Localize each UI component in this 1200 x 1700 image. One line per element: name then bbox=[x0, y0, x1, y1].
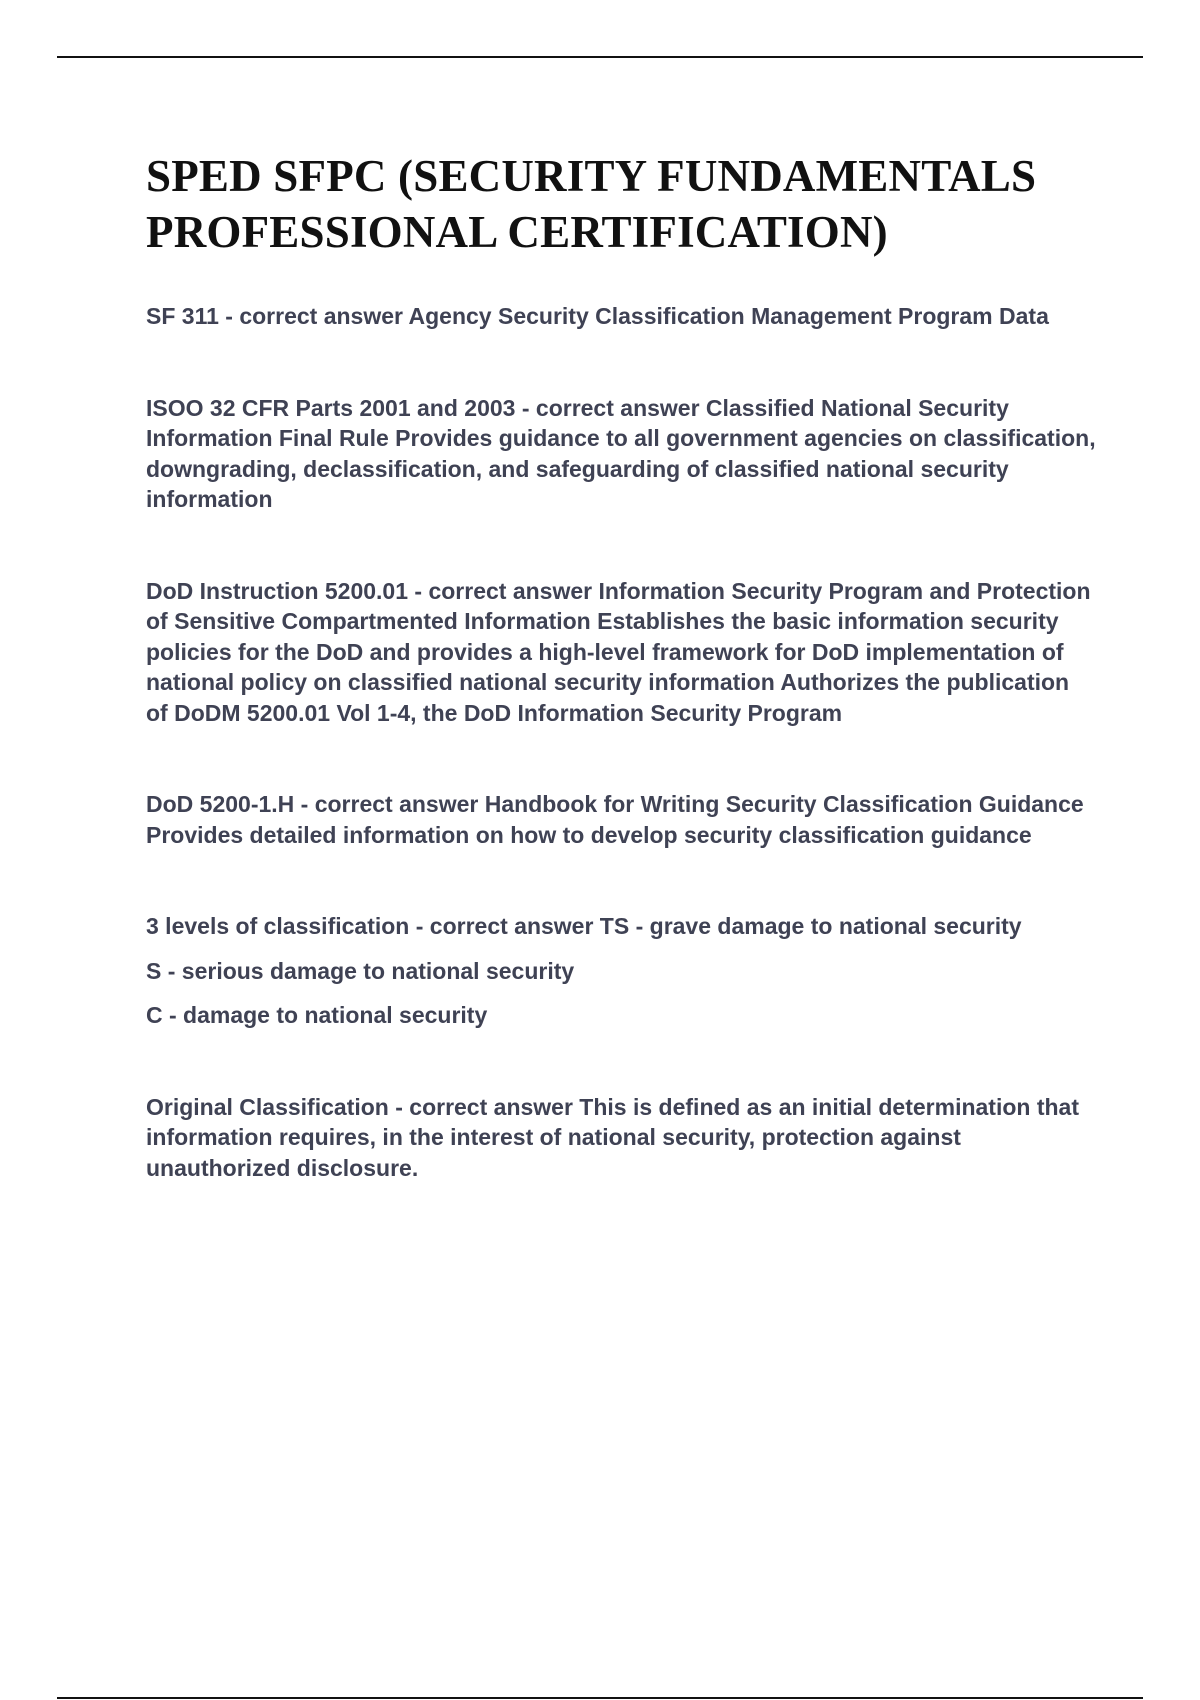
qa-entry-original-classification: Original Classification - correct answer This is defined as an initial determination that information requires, in the interest of national security, protection against unauthorized disclosure. bbox=[146, 1093, 1079, 1181]
qa-entry-classification-levels: 3 levels of classification - correct answer TS - grave damage to national security bbox=[146, 913, 1022, 939]
top-divider bbox=[57, 56, 1143, 58]
document-title: SPED SFPC (SECURITY FUNDAMENTALS PROFESSIONAL CERTIFICATION) bbox=[146, 151, 1037, 257]
qa-entry-dod-5200-1h: DoD 5200-1.H - correct answer Handbook for Writing Security Classification Guidance Provides detailed information on how to develop security classification guidance bbox=[146, 791, 1084, 848]
qa-entry-dodi-5200: DoD Instruction 5200.01 - correct answer Information Security Program and Protection of Sensitive Compartmented Information Establishes the basic information security policies for the DoD and provides a high-level framework for DoD implementation of national policy on classified national security information Authorizes the publication of DoDM 5200.01 Vol 1-4, the DoD Information Security Program bbox=[146, 577, 1091, 726]
qa-entry-isoo: ISOO 32 CFR Parts 2001 and 2003 - correct answer Classified National Security Information Final Rule Provides guidance to all government agencies on classification, downgrading, declassification, and safeguarding of classified national security information bbox=[146, 394, 1096, 512]
qa-entry-sf311: SF 311 - correct answer Agency Security Classification Management Program Data bbox=[146, 303, 1049, 329]
document-body bbox=[146, 148, 1096, 1183]
classification-level-confidential: C - damage to national security bbox=[146, 1002, 488, 1028]
bottom-divider bbox=[57, 1697, 1143, 1699]
classification-level-secret: S - serious damage to national security bbox=[146, 957, 575, 984]
